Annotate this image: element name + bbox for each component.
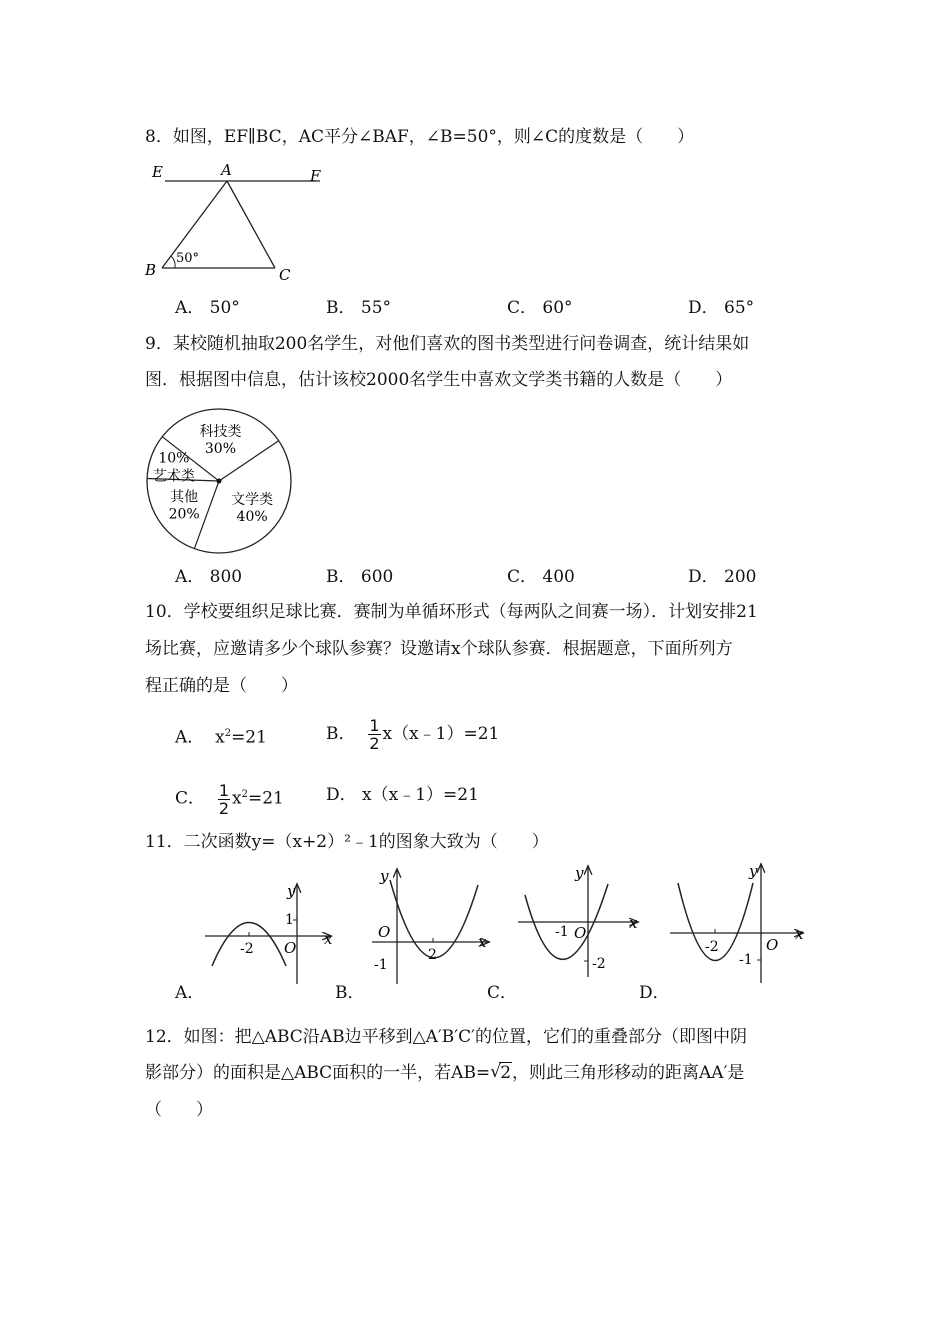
pie-center-dot (217, 479, 222, 484)
q9-pie-chart (143, 405, 295, 557)
angle-50-label: 50° (176, 251, 200, 266)
q10-stem-line2: 场比赛，应邀请多少个球队参赛？设邀请x个球队参赛．根据题意，下面所列方 (145, 639, 733, 659)
q10-option-b[interactable] (326, 712, 499, 756)
q11-stem: 11．二次函数y=（x+2）²﹣1的图象大致为（ ） (145, 832, 549, 852)
q10-option-b-fraction (368, 717, 380, 752)
label-e: E (152, 163, 163, 181)
q9-option-b[interactable]: B． 600 (326, 567, 394, 587)
q11-option-a[interactable]: A． (175, 983, 205, 1003)
sqrt-value: 2 (500, 1063, 512, 1083)
q10-option-c-var: x (232, 788, 242, 809)
tick-label: -2 (240, 941, 254, 957)
label-b: B (145, 261, 157, 279)
axis-y-label: y (575, 864, 584, 882)
fraction-numerator: 1 (218, 780, 230, 800)
tick-label: -2 (705, 939, 719, 955)
q9-option-c[interactable]: C． 400 (507, 567, 575, 587)
tick-label: -1 (555, 924, 569, 940)
pie-slice-label-0: 科技类 (199, 424, 242, 441)
pie-slice-percent-0: 30% (204, 441, 237, 458)
origin-label: O (284, 939, 297, 957)
q12-stem-line1: 12．如图：把△ABC沿AB边平移到△A′B′C′的位置，它们的重叠部分（即图中阴 (145, 1027, 747, 1047)
label-a: A (221, 161, 232, 179)
q11-option-b[interactable]: B． (335, 983, 365, 1003)
q10-option-a[interactable] (175, 723, 267, 749)
origin-label: O (378, 923, 391, 941)
fraction-denominator: 2 (218, 798, 230, 818)
pie-slice-percent-2: 20% (168, 506, 200, 523)
origin-label: O (574, 924, 587, 942)
axis-x-label: x (629, 914, 638, 932)
axis-x-label: x (795, 925, 804, 943)
pie-slice-label-2: 其他 (170, 489, 199, 506)
q9-stem-line1: 9．某校随机抽取200名学生，对他们喜欢的图书类型进行问卷调查，统计结果如 (145, 334, 750, 354)
fraction-numerator: 1 (369, 716, 380, 735)
q8-stem: 8．如图，EF∥BC，AC平分∠BAF，∠B=50°，则∠C的度数是（ ） (145, 127, 695, 147)
axis-x-label: x (478, 933, 487, 951)
tick-label: -2 (592, 956, 606, 972)
q10-option-c-exp: 2 (241, 789, 248, 800)
q11-graph-c (515, 862, 645, 980)
q10-stem-line3: 程正确的是（ ） (145, 676, 298, 696)
axis-y-label: y (749, 862, 758, 880)
q12-stem-line2-b: ，则此三角形移动的距离AA′是 (512, 1063, 745, 1083)
q12-stem-line2 (145, 1062, 744, 1084)
q12-stem-line3: （ ） (145, 1100, 213, 1120)
q12-stem-line2-a: 影部分）的面积是△ABC面积的一半，若AB= (145, 1063, 491, 1083)
q10-option-a-prefix: A． (175, 727, 205, 748)
q10-option-c-tail: =21 (247, 788, 284, 809)
q9-stem-line2: 图．根据图中信息，估计该校2000名学生中喜欢文学类书籍的人数是（ ） (145, 370, 733, 390)
tick-label: -1 (739, 952, 753, 968)
label-c: C (279, 266, 291, 284)
q10-option-a-var: x (215, 727, 225, 748)
q10-option-c[interactable] (175, 773, 284, 821)
q10-option-a-rest: =21 (231, 727, 267, 748)
tick-label: 1 (285, 912, 294, 928)
tick-label: -1 (374, 957, 388, 973)
q11-graph-d (665, 860, 810, 988)
axis-y-label: y (380, 867, 389, 885)
q10-option-c-prefix: C． (175, 788, 206, 809)
pie-slice-percent-3: 10% (158, 450, 190, 467)
q11-option-d[interactable]: D． (639, 983, 670, 1003)
pie-slice-label-3: 艺术类 (152, 468, 195, 485)
q9-option-d[interactable]: D． 200 (688, 567, 757, 587)
q10-stem-line1: 10．学校要组织足球比赛．赛制为单循环形式（每两队之间赛一场）．计划安排21 (145, 602, 758, 622)
q11-graph-a (200, 880, 340, 988)
tick-label: 2 (428, 947, 437, 963)
axis-y-label: y (287, 882, 296, 900)
fraction-denominator: 2 (369, 734, 380, 753)
q8-option-c[interactable]: C． 60° (507, 298, 573, 318)
q8-option-a[interactable]: A． 50° (175, 298, 240, 318)
q10-option-d[interactable]: D． x（x﹣1）=21 (326, 785, 479, 805)
q10-option-b-rest: x（x﹣1）=21 (382, 724, 500, 744)
q9-option-a[interactable]: A． 800 (175, 567, 243, 587)
axis-x-label: x (324, 930, 333, 948)
pie-slice-percent-1: 40% (236, 508, 268, 525)
label-f: F (310, 167, 321, 185)
origin-label: O (766, 936, 779, 954)
q11-graph-b (370, 865, 495, 988)
q8-option-d[interactable]: D． 65° (688, 298, 755, 318)
pie-slice-label-1: 文学类 (231, 491, 274, 508)
q8-triangle-figure (145, 158, 335, 286)
q10-option-c-fraction (218, 782, 230, 817)
sqrt-symbol: √ 2 (490, 1062, 512, 1083)
q11-option-c[interactable]: C． (487, 983, 518, 1003)
q10-option-a-exp: 2 (224, 728, 232, 739)
q8-option-b[interactable]: B． 55° (326, 298, 392, 318)
q10-option-b-prefix: B． (326, 724, 356, 744)
